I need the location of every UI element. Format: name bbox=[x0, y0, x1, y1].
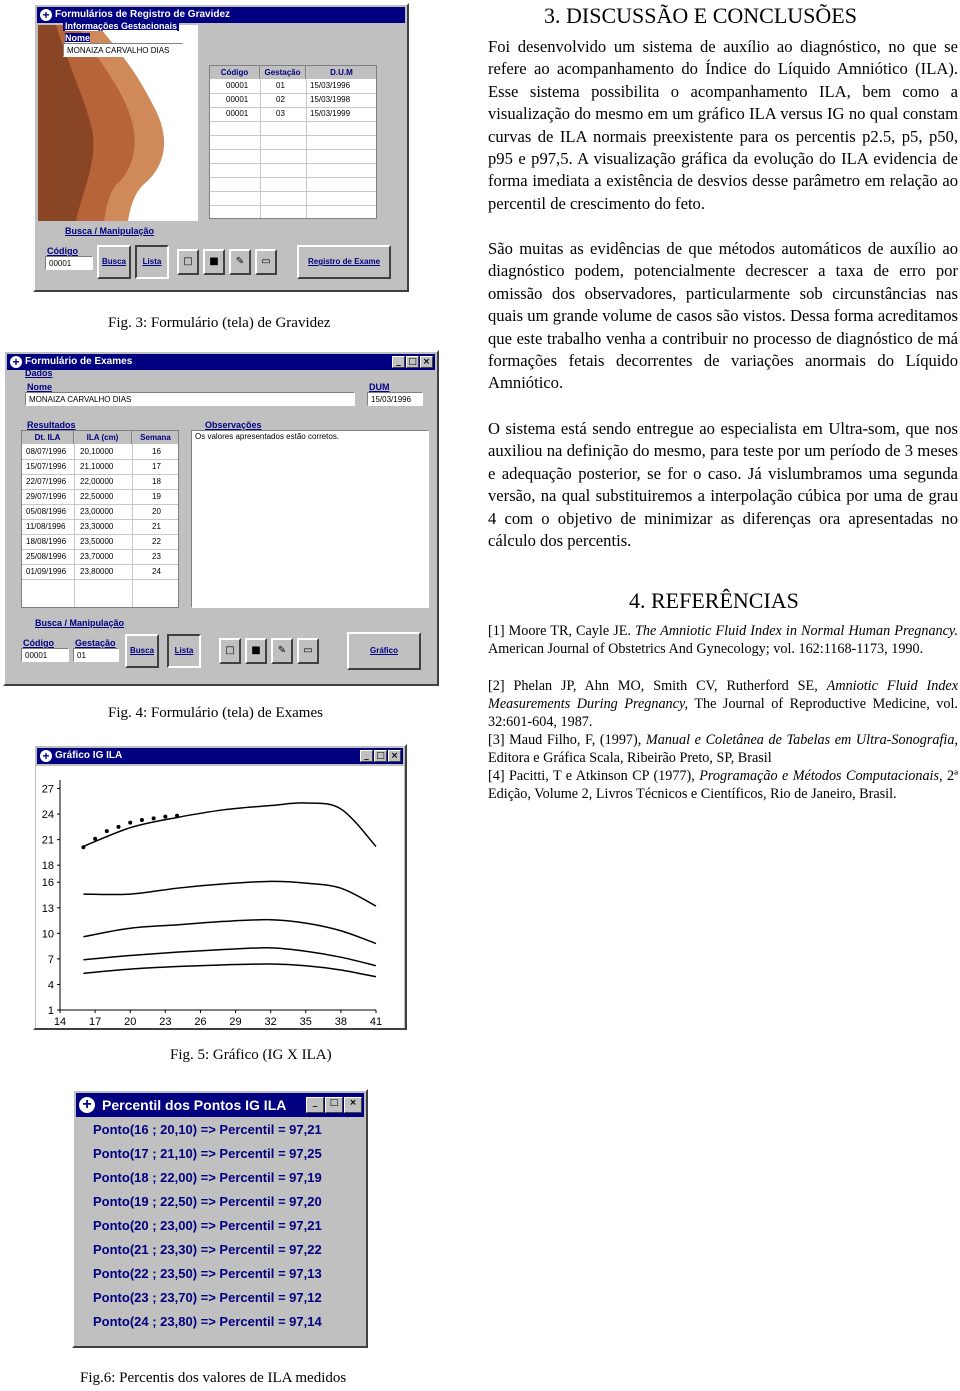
nome-label: Nome bbox=[65, 33, 91, 43]
y-tick-label: 4 bbox=[47, 979, 54, 992]
table-cell[interactable]: 01/09/1996 bbox=[26, 567, 67, 576]
percentil-line: Ponto(17 ; 21,10) => Percentil = 97,25 bbox=[93, 1146, 322, 1161]
x-tick-label: 14 bbox=[53, 1016, 67, 1028]
fig6-titlebar bbox=[76, 1093, 364, 1117]
window-title: Formulários de Registro de Gravidez bbox=[55, 9, 231, 20]
table-cell[interactable]: 19 bbox=[152, 492, 161, 501]
x-tick-label: 23 bbox=[159, 1016, 172, 1028]
table-cell[interactable]: 15/03/1996 bbox=[310, 81, 351, 90]
table-cell[interactable]: 01 bbox=[276, 81, 285, 90]
table-cell[interactable]: 20,10000 bbox=[80, 447, 114, 456]
stop-icon[interactable]: ■ bbox=[203, 249, 225, 275]
new-record-icon[interactable]: □ bbox=[219, 638, 241, 664]
close-icon[interactable]: × bbox=[344, 1097, 362, 1113]
y-tick-label: 10 bbox=[41, 928, 54, 941]
x-tick-label: 32 bbox=[264, 1016, 277, 1028]
fig5-titlebar bbox=[37, 748, 403, 764]
reference-2: [2] Phelan JP, Ahn MO, Smith CV, Rutherford SE, Amniotic Fluid Index Measurements During Pregnancy, The Journal of Reproductive Medicine, vol. 32:601-604, 1987. bbox=[488, 678, 959, 730]
close-icon[interactable]: × bbox=[420, 356, 433, 368]
y-tick-label: 27 bbox=[41, 783, 54, 796]
fig4-caption: Fig. 4: Formulário (tela) de Exames bbox=[108, 705, 323, 721]
table-cell[interactable]: 22,50000 bbox=[80, 492, 114, 501]
section3-heading: 3. DISCUSSÃO E CONCLUSÕES bbox=[544, 3, 857, 28]
table-cell[interactable]: 23,00000 bbox=[80, 507, 114, 516]
table-cell[interactable]: 00001 bbox=[226, 95, 249, 104]
table-cell[interactable]: 20 bbox=[152, 507, 161, 516]
table-cell[interactable]: 03 bbox=[276, 109, 285, 118]
table-cell[interactable]: 08/07/1996 bbox=[26, 447, 67, 456]
gestacao-field[interactable]: 01 bbox=[73, 648, 119, 662]
codigo-label: Código bbox=[23, 638, 54, 648]
percentil-line: Ponto(16 ; 20,10) => Percentil = 97,21 bbox=[93, 1122, 322, 1137]
data-point bbox=[163, 815, 167, 819]
series-line bbox=[83, 964, 376, 977]
maximize-icon[interactable]: □ bbox=[325, 1097, 343, 1113]
x-tick-label: 38 bbox=[334, 1016, 348, 1028]
x-tick-label: 29 bbox=[229, 1016, 242, 1028]
fig4-window bbox=[3, 350, 439, 686]
data-point bbox=[105, 829, 109, 833]
series-line bbox=[83, 920, 376, 944]
y-tick-label: 7 bbox=[47, 953, 54, 966]
data-point bbox=[81, 845, 85, 849]
busca-button[interactable]: Busca bbox=[97, 245, 131, 279]
data-point bbox=[117, 825, 121, 829]
col-ila[interactable]: ILA (cm) bbox=[74, 431, 132, 444]
x-tick-label: 26 bbox=[194, 1016, 207, 1028]
resultados-grid bbox=[21, 430, 179, 608]
paragraph-2: São muitas as evidências de que métodos automáticos de auxílio ao diagnóstico podem, potencialmente decrescer a taxa de erro por omissão dos observadores, particularmente sob circunstâncias nas quais um grande volume de casos são vistos. Dessa forma acreditamos que este trabalho venha a contribuir no processo de diagnóstico de má formações fetais decorrentes de variações anormais do Líquido Amniótico. bbox=[488, 239, 958, 393]
fig3-caption: Fig. 3: Formulário (tela) de Gravidez bbox=[108, 315, 331, 331]
y-tick-label: 16 bbox=[41, 877, 54, 890]
fig5-window bbox=[33, 744, 407, 1030]
new-record-icon[interactable]: □ bbox=[177, 249, 199, 275]
window-title: Formulário de Exames bbox=[25, 356, 133, 367]
table-cell[interactable]: 22/07/1996 bbox=[26, 477, 67, 486]
y-tick-label: 21 bbox=[41, 834, 54, 847]
data-point bbox=[152, 816, 156, 820]
codigo-field[interactable]: 00001 bbox=[45, 256, 93, 270]
y-tick-label: 1 bbox=[47, 1005, 54, 1017]
table-cell[interactable]: 22,00000 bbox=[80, 477, 114, 486]
x-tick-label: 35 bbox=[299, 1016, 312, 1028]
minimize-icon[interactable]: _ bbox=[306, 1097, 324, 1113]
table-cell[interactable]: 23,30000 bbox=[80, 522, 114, 531]
reference-3: [3] Maud Filho, F, (1997), Manual e Coletânea de Tabelas em Ultra-Sonografia, Editora e Gráfica Scala, Ribeirão Preto, SP, Brasil bbox=[488, 732, 958, 766]
nome-field[interactable]: MONAIZA CARVALHO DIAS bbox=[63, 43, 183, 57]
fig5-caption: Fig. 5: Gráfico (IG X ILA) bbox=[170, 1047, 332, 1063]
series-line bbox=[83, 881, 376, 906]
edit-icon[interactable]: ✎ bbox=[229, 249, 251, 275]
section4-heading: 4. REFERÊNCIAS bbox=[629, 588, 799, 613]
dum-label: DUM bbox=[369, 382, 390, 392]
percentil-line: Ponto(24 ; 23,80) => Percentil = 97,14 bbox=[93, 1314, 322, 1329]
x-tick-label: 17 bbox=[88, 1016, 102, 1028]
lista-button[interactable]: Lista bbox=[135, 245, 169, 279]
series-line bbox=[83, 803, 376, 847]
col-dum[interactable]: D.U.M bbox=[306, 66, 377, 79]
fig4-titlebar bbox=[7, 354, 435, 370]
paragraph-3: O sistema está sendo entregue ao especialista em Ultra-som, que nos auxiliou na definição do mesmo, para teste por um período de 3 meses e adequação posterior, se for o caso. Já vislumbramos uma segunda versão, na qual substituiremos a interpolação cúbica por uma de grau 4 com o objetivo de minimizar as diferenças ora apresentadas no cálculo dos percentis. bbox=[488, 419, 958, 551]
table-cell[interactable]: 15/03/1998 bbox=[310, 95, 351, 104]
table-cell[interactable]: 18 bbox=[152, 477, 161, 486]
table-cell[interactable]: 11/08/1996 bbox=[26, 522, 66, 531]
y-tick-label: 18 bbox=[41, 860, 54, 873]
app-icon: + bbox=[40, 750, 52, 762]
minimize-icon[interactable]: _ bbox=[360, 750, 373, 762]
table-cell[interactable]: 24 bbox=[152, 567, 161, 576]
maximize-icon[interactable]: □ bbox=[374, 750, 387, 762]
table-cell[interactable]: 15/03/1999 bbox=[310, 109, 351, 118]
observacoes-group: Observações bbox=[205, 420, 262, 430]
observacoes-textarea[interactable]: Os valores apresentados estão corretos. bbox=[191, 430, 429, 608]
window-title: Percentil dos Pontos IG ILA bbox=[102, 1097, 287, 1113]
table-cell[interactable]: 25/08/1996 bbox=[26, 552, 67, 561]
dados-group: Dados bbox=[25, 368, 53, 378]
folder-icon[interactable]: ▭ bbox=[255, 249, 277, 275]
table-cell[interactable]: 21,10000 bbox=[80, 462, 114, 471]
y-tick-label: 24 bbox=[41, 809, 54, 822]
app-icon: + bbox=[79, 1097, 95, 1113]
fig6-caption: Fig.6: Percentis dos valores de ILA medidos bbox=[80, 1370, 347, 1386]
col-semana[interactable]: Semana bbox=[132, 431, 179, 444]
minimize-icon[interactable]: _ bbox=[392, 356, 405, 368]
reference-1: [1] Moore TR, Cayle JE. The Amniotic Fluid Index in Normal Human Pregnancy. American Journal of Obstetrics And Gynecology; vol. 162:1168-1173, 1990. bbox=[488, 623, 958, 657]
col-gestacao[interactable]: Gestação bbox=[260, 66, 306, 79]
table-cell[interactable]: 17 bbox=[152, 462, 161, 471]
gestacoes-grid bbox=[209, 65, 377, 219]
lista-button[interactable]: Lista bbox=[167, 634, 201, 668]
table-cell[interactable]: 29/07/1996 bbox=[26, 492, 67, 501]
table-cell[interactable]: 00001 bbox=[226, 81, 249, 90]
fig3-group-title: Informações Gestacionais bbox=[65, 21, 178, 31]
table-cell[interactable]: 15/07/1996 bbox=[26, 462, 67, 471]
dum-field[interactable]: 15/03/1996 bbox=[367, 392, 423, 406]
table-cell[interactable]: 23 bbox=[152, 552, 161, 561]
x-tick-label: 20 bbox=[124, 1016, 137, 1028]
folder-icon[interactable]: ▭ bbox=[297, 638, 319, 664]
x-tick-label: 41 bbox=[369, 1016, 383, 1028]
paragraph-1: Foi desenvolvido um sistema de auxílio ao diagnóstico, no que se refere ao acompanhamento do Índice do Líquido Amniótico (ILA). Esse sistema possibilita o acompanhamento ILA, bem como a visualização do mesmo em um gráfico ILA versus IG no qual constam curvas de ILA normais preexistente para os percentis p2.5, p5, p50, p95 e p97,5. A visualização gráfica da evolução do ILA evidencia de forma imediata a existência de desvios desse parâmetro em relação ao percentil de crescimento do feto. bbox=[488, 37, 958, 213]
table-cell[interactable]: 02 bbox=[276, 95, 285, 104]
percentil-line: Ponto(20 ; 23,00) => Percentil = 97,21 bbox=[93, 1218, 322, 1233]
table-cell[interactable]: 23,80000 bbox=[80, 567, 114, 576]
percentil-line: Ponto(19 ; 22,50) => Percentil = 97,20 bbox=[93, 1194, 322, 1209]
gestacao-label: Gestação bbox=[75, 638, 116, 648]
data-point bbox=[93, 837, 97, 841]
ila-chart bbox=[36, 766, 404, 1028]
data-point bbox=[175, 814, 179, 818]
percentil-line: Ponto(18 ; 22,00) => Percentil = 97,19 bbox=[93, 1170, 322, 1185]
app-icon: + bbox=[10, 356, 22, 368]
data-point bbox=[128, 821, 132, 825]
y-tick-label: 13 bbox=[41, 902, 54, 915]
table-cell[interactable]: 23,50000 bbox=[80, 537, 114, 546]
data-point bbox=[140, 818, 144, 822]
fig4-search-group: Busca / Manipulação bbox=[35, 618, 125, 628]
col-codigo[interactable]: Código bbox=[210, 66, 260, 79]
edit-icon[interactable]: ✎ bbox=[271, 638, 293, 664]
registro-exame-button[interactable]: Registro de Exame bbox=[297, 245, 391, 279]
codigo-label: Código bbox=[47, 246, 78, 256]
app-icon: + bbox=[40, 9, 52, 21]
window-title: Gráfico IG ILA bbox=[55, 750, 123, 761]
maximize-icon[interactable]: □ bbox=[406, 356, 419, 368]
stop-icon[interactable]: ■ bbox=[245, 638, 267, 664]
series-line bbox=[83, 948, 376, 966]
reference-4: [4] Pacitti, T e Atkinson CP (1977), Programação e Métodos Computacionais, 2ª Edição, Volume 2, Livros Técnicos e Científicos, Rio de Janeiro, Brasil. bbox=[488, 768, 959, 802]
fig3-window bbox=[33, 3, 409, 292]
percentil-line: Ponto(22 ; 23,50) => Percentil = 97,13 bbox=[93, 1266, 322, 1281]
percentil-line: Ponto(21 ; 23,30) => Percentil = 97,22 bbox=[93, 1242, 322, 1257]
nome-label: Nome bbox=[27, 382, 53, 392]
table-cell[interactable]: 21 bbox=[152, 522, 161, 531]
codigo-field[interactable]: 00001 bbox=[21, 648, 69, 662]
percentil-line: Ponto(23 ; 23,70) => Percentil = 97,12 bbox=[93, 1290, 322, 1305]
resultados-group: Resultados bbox=[27, 420, 76, 430]
table-cell[interactable]: 23,70000 bbox=[80, 552, 114, 561]
busca-button[interactable]: Busca bbox=[125, 634, 159, 668]
fig3-search-group: Busca / Manipulação bbox=[65, 226, 155, 236]
table-cell[interactable]: 05/08/1996 bbox=[26, 507, 67, 516]
table-cell[interactable]: 22 bbox=[152, 537, 161, 546]
grafico-button[interactable]: Gráfico bbox=[347, 632, 421, 670]
table-cell[interactable]: 00001 bbox=[226, 109, 249, 118]
col-dt-ila[interactable]: Dt. ILA bbox=[22, 431, 74, 444]
table-cell[interactable]: 18/08/1996 bbox=[26, 537, 67, 546]
table-cell[interactable]: 16 bbox=[152, 447, 161, 456]
close-icon[interactable]: × bbox=[388, 750, 401, 762]
nome-field[interactable]: MONAIZA CARVALHO DIAS bbox=[25, 392, 355, 406]
